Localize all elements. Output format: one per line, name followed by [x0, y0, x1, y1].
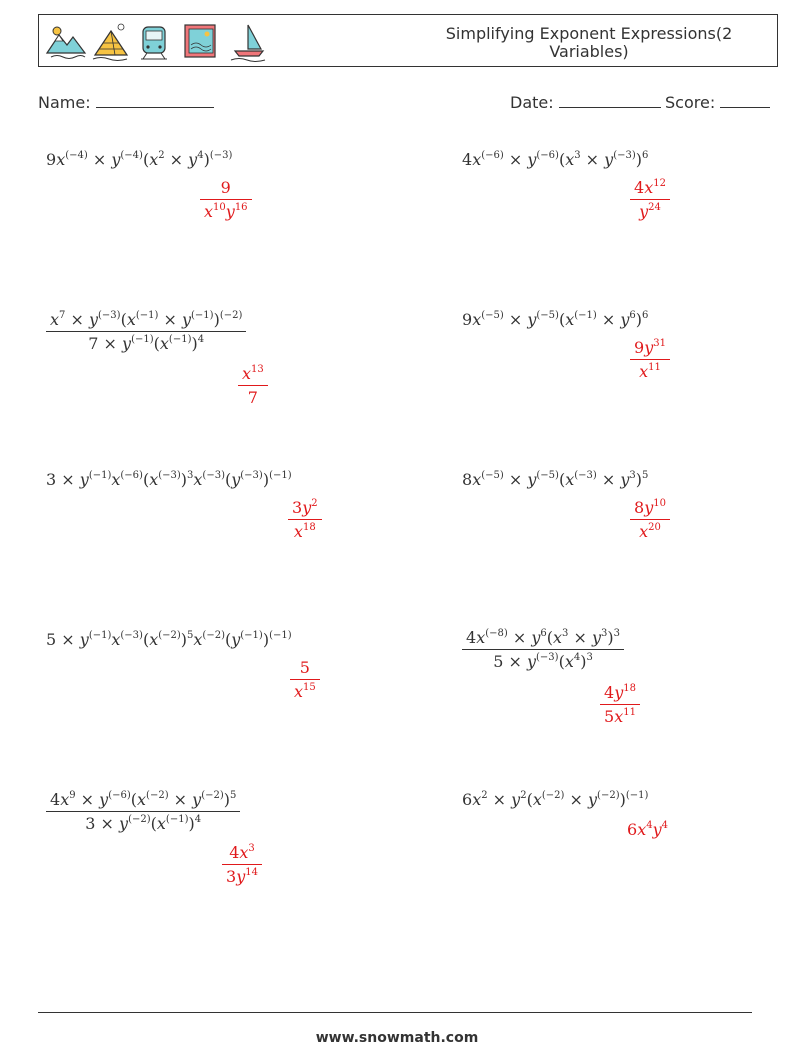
- answer-6: $\frac{8y^{10}}{x^{20}}$: [630, 498, 670, 541]
- problem-10: $6x^2 \times y^2(x^{(-2)} \times y^{(-2)})^{(-1)}$: [462, 790, 649, 809]
- answer-8: $\frac{4y^{18}}{5x^{11}}$: [600, 683, 640, 726]
- score-field: [665, 93, 770, 112]
- sailboat-icon: [229, 19, 267, 63]
- pyramid-icon: [91, 19, 133, 63]
- score-blank: [720, 95, 770, 108]
- picture-frame-icon: [181, 19, 221, 63]
- mountains-icon: [45, 19, 87, 63]
- answer-5: $\frac{3y^2}{x^{18}}$: [288, 498, 322, 541]
- problem-3: $\frac{x^7 \times y^{(-3)}(x^{(-1)} \times y^{(-1)})^{(-2)}}{7 \times y^{(-1)}(x^{(-1)})^4}$: [46, 310, 246, 353]
- answer-3: $\frac{x^{13}}{7}$: [238, 364, 268, 407]
- answer-7: $\frac{5}{x^{15}}$: [290, 658, 320, 701]
- tram-icon: [137, 19, 171, 63]
- name-field: [38, 93, 214, 112]
- name-blank: [96, 95, 214, 108]
- name-label: Name:: [38, 93, 91, 112]
- problem-2: $4x^{(-6)} \times y^{(-6)}(x^3 \times y^{(-3)})^6$: [462, 150, 649, 169]
- answer-10: $6x^4y^4$: [627, 820, 669, 839]
- footer-website: www.snowmath.com: [315, 1030, 479, 1046]
- answer-4: $\frac{9y^{31}}{x^{11}}$: [630, 338, 670, 381]
- problem-9: $\frac{4x^9 \times y^{(-6)}(x^{(-2)} \times y^{(-2)})^5}{3 \times y^{(-2)}(x^{(-1)})^4}$: [46, 790, 240, 833]
- problem-4: $9x^{(-5)} \times y^{(-5)}(x^{(-1)} \times y^6)^6$: [462, 310, 649, 329]
- date-field: [510, 93, 661, 112]
- worksheet-title: Simplifying Exponent Expressions(2 Variables): [445, 24, 733, 61]
- worksheet-header: [38, 14, 778, 67]
- footer-divider: [38, 1012, 752, 1013]
- problem-8: $\frac{4x^{(-8)} \times y^6(x^3 \times y^3)^3}{5 \times y^{(-3)}(x^4)^3}$: [462, 628, 624, 671]
- problem-1: $9x^{(-4)} \times y^{(-4)}(x^2 \times y^4)^{(-3)}$: [46, 150, 233, 169]
- date-label: Date:: [510, 93, 554, 112]
- date-blank: [559, 95, 661, 108]
- score-label: Score:: [665, 93, 716, 112]
- answer-9: $\frac{4x^3}{3y^{14}}$: [222, 843, 262, 886]
- answer-1: $\frac{9}{x^{10}y^{16}}$: [200, 178, 252, 221]
- problem-5: $3 \times y^{(-1)}x^{(-6)}(x^{(-3)})^3x^{(-3)}(y^{(-3)})^{(-1)}$: [46, 470, 292, 489]
- problem-6: $8x^{(-5)} \times y^{(-5)}(x^{(-3)} \times y^3)^5$: [462, 470, 649, 489]
- problem-7: $5 \times y^{(-1)}x^{(-3)}(x^{(-2)})^5x^{(-2)}(y^{(-1)})^{(-1)}$: [46, 630, 292, 649]
- answer-2: $\frac{4x^{12}}{y^{24}}$: [630, 178, 670, 221]
